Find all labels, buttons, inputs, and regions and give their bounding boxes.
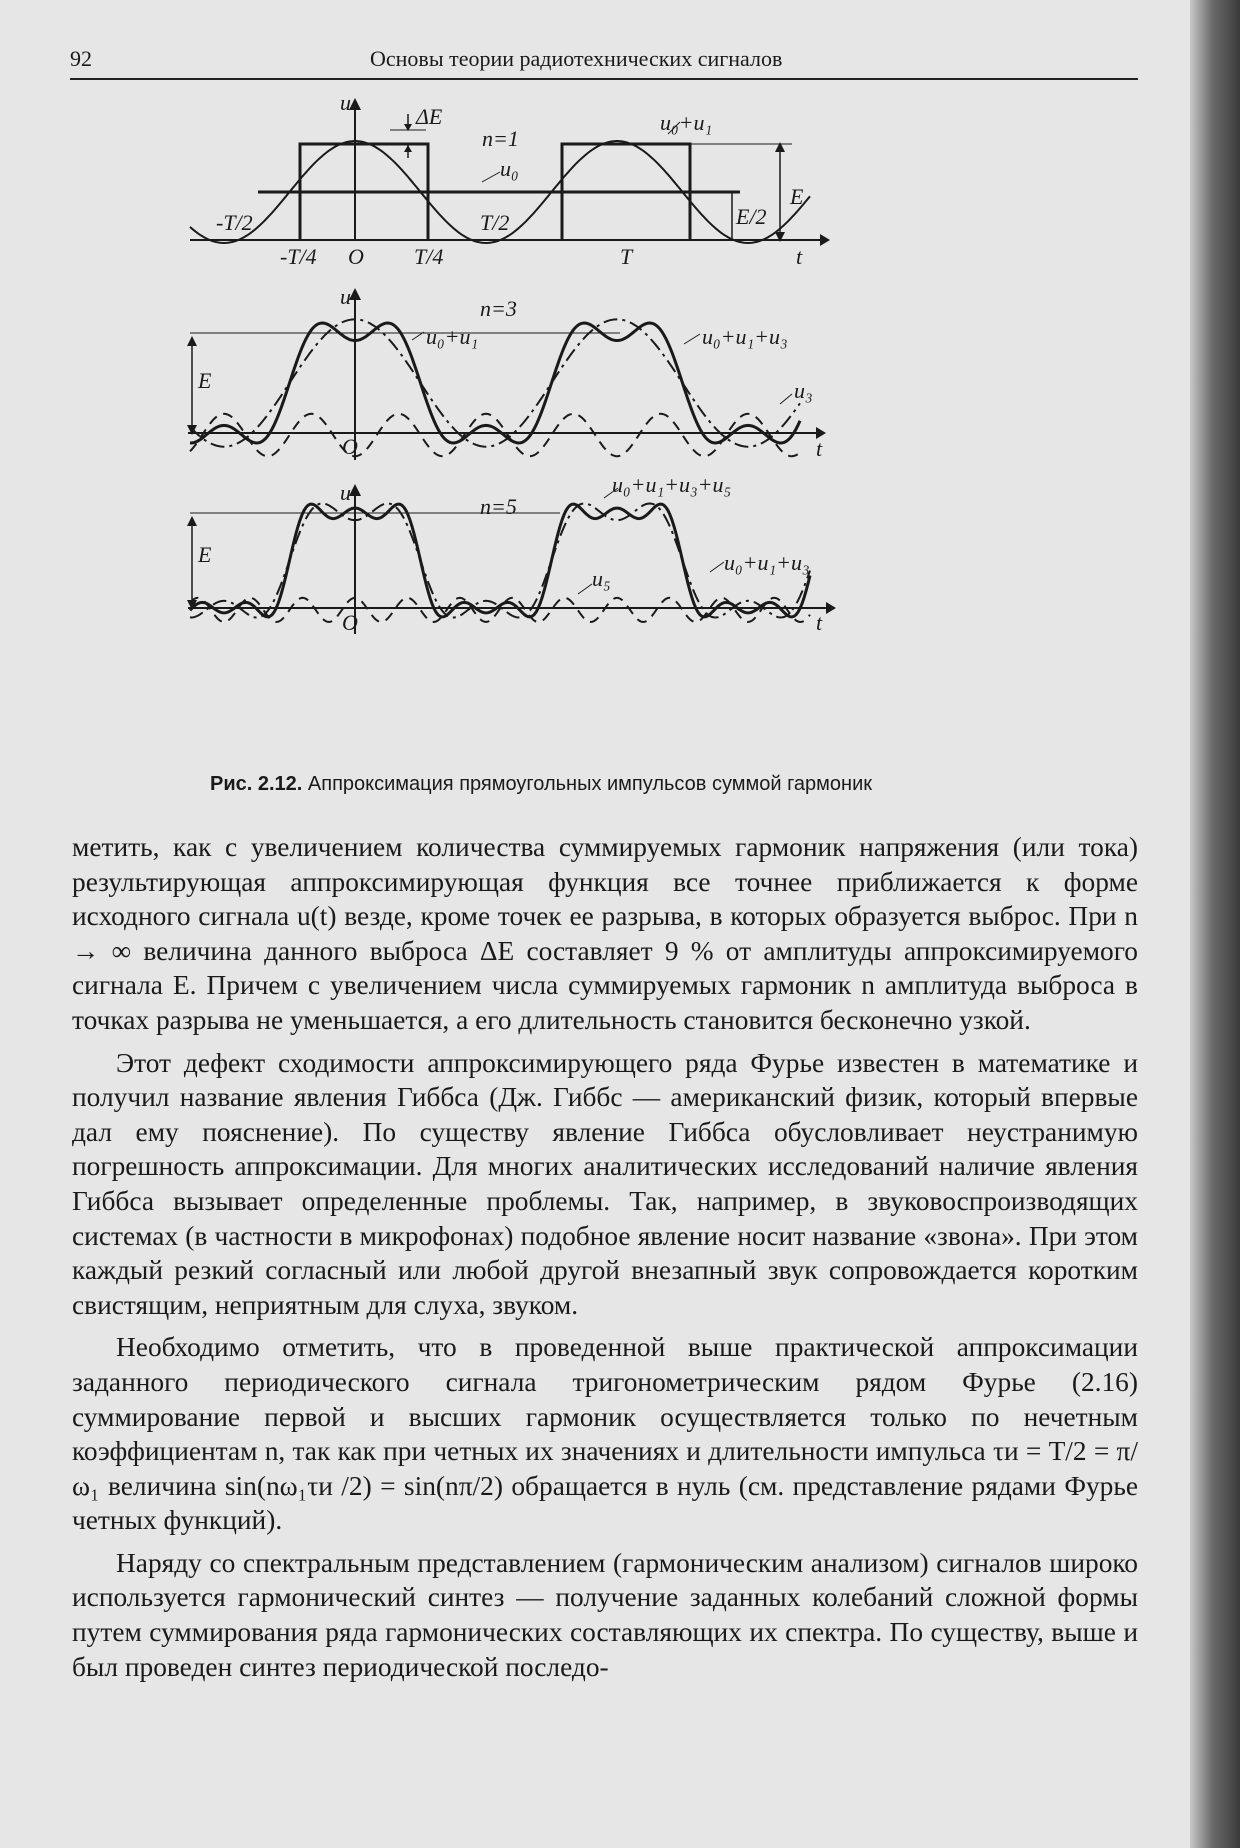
- figure-caption-label: Рис. 2.12.: [210, 773, 303, 795]
- panel3-e-label: E: [198, 542, 212, 567]
- panel2-u-label: u: [340, 284, 351, 309]
- panel-n3: [187, 284, 826, 461]
- panel3-t-label: t: [816, 610, 823, 635]
- panel1-u0-label: u₀: [500, 156, 519, 181]
- figure-caption-text: Аппроксимация прямоугольных импульсов суммой гармоник: [302, 773, 873, 795]
- panel2-e-label: E: [198, 368, 212, 393]
- panel3-u5-curve: [190, 598, 810, 622]
- panel1-n-label: n=1: [482, 126, 519, 151]
- panel1-tick-t: T: [620, 244, 633, 269]
- figure-graphic: [198, 90, 1000, 772]
- panel1-delta-label: ΔE: [416, 104, 443, 129]
- panel3-label-a: u₀+u₁+u₃+u₅: [612, 472, 732, 497]
- panel2-u3-curve: [190, 414, 800, 456]
- paragraph-3: Необходимо отметить, что в проведенной выше практической аппроксимации заданного периодического сигнала тригонометрическим рядом Фурье (2.16) суммирование первой и высших гармоник осуществляется только по нечетным коэффициентам n, так как при четных их значениях и длительности импульса τи = T/2 = π/ω₁ величина sin(nω₁τи /2) = sin(nπ/2) обращается в нуль (см. представление рядами Фурье четных функций).: [72, 1332, 1138, 1536]
- panel3-u-label: u: [340, 480, 351, 505]
- panel2-label-a: u₀+u₁: [426, 324, 479, 349]
- header-rule: [70, 78, 1138, 80]
- panel1-u-label: u: [340, 90, 351, 115]
- panel2-origin: O: [342, 434, 358, 459]
- paragraph-1: метить, как с увеличением количества суммируемых гармоник напряжения (или тока) результирующая аппроксимирующая функция все точнее приближается к форме исходного сигнала u(t) везде, кроме точек ее разрыва, в которых образуется выброс. При n → ∞ величина данного выброса ΔE составляет 9 % от амплитуды аппроксимируемого сигнала E. Причем с увеличением числа суммируемых гармоник n амплитуда выброса в точках разрыва не уменьшается, а его длительность становится бесконечно узкой.: [72, 832, 1138, 1035]
- page-number: 92: [70, 46, 92, 71]
- panel3-label-b: u₀+u₁+u₃: [724, 550, 810, 575]
- panel2-label-b: u₀+u₁+u₃: [702, 324, 788, 349]
- panel1-sum-label: u₀+u₁: [660, 110, 713, 135]
- body-text: [72, 830, 1138, 1692]
- panel3-n-label: n=5: [480, 494, 517, 519]
- panel1-tick-neg-half-t: -T/2: [216, 210, 253, 235]
- panel1-tick-quarter-t: T/4: [414, 244, 444, 269]
- panel3-origin: O: [342, 610, 358, 635]
- page-header: [70, 42, 1138, 82]
- panel1-e-label: E: [790, 184, 804, 209]
- paragraph-2: Этот дефект сходимости аппроксимирующего ряда Фурье известен в математике и получил название явления Гиббса (Дж. Гиббс — американский физик, который впервые дал ему пояснение). По существу явление Гиббса обусловливает неустранимую погрешность аппроксимации. Для многих аналитических исследований наличие явления Гиббса вызывает определенные проблемы. Так, например, в звуковоспроизводящих системах (в частности в микрофонах) подобное явление носит название «звона». При этом каждый резкий согласный или любой другой внезапный звук сопровождается коротким свистящим, неприятным для слуха, звуком.: [72, 1047, 1138, 1320]
- figure-2-12: [198, 90, 1000, 772]
- panel1-t-label: t: [796, 244, 803, 269]
- page-edge-shadow: [1190, 0, 1240, 1848]
- panel1-t-arrow: [820, 234, 830, 246]
- panel2-t-label: t: [816, 436, 823, 461]
- panel1-tick-origin: O: [348, 244, 364, 269]
- panel1-e-half-label: E/2: [736, 204, 767, 229]
- panel-n5: [187, 472, 836, 635]
- panel1-tick-half-t: T/2: [480, 210, 510, 235]
- panel1-tick-neg-quarter-t: -T/4: [280, 244, 317, 269]
- paragraph-4: Наряду со спектральным представлением (гармоническим анализом) сигналов широко используется гармонический синтез — получение заданных колебаний сложной формы путем суммирования ряда гармонических составляющих их спектра. По существу, выше и был проведен синтез периодической последо-: [72, 1547, 1138, 1682]
- figure-caption: [210, 773, 1010, 796]
- running-title: Основы теории радиотехнических сигналов: [370, 46, 783, 71]
- panel2-n-label: n=3: [480, 296, 517, 321]
- panel-n1: [190, 90, 830, 269]
- panel2-label-c: u₃: [794, 378, 813, 403]
- panel3-label-c: u₅: [592, 566, 611, 591]
